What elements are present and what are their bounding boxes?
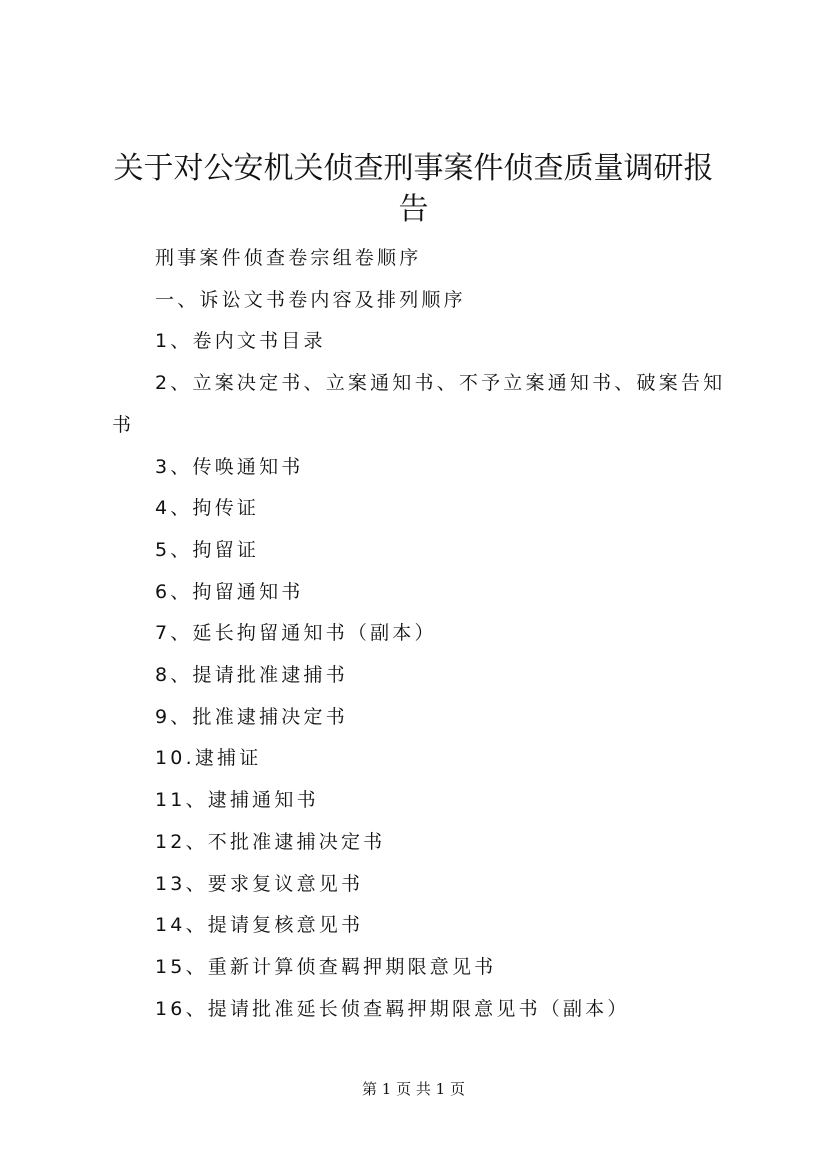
paragraph: 2、立案决定书、立案通知书、不予立案通知书、破案告知书 bbox=[112, 372, 726, 436]
paragraph: 10.逮捕证 bbox=[155, 747, 262, 770]
paragraph: 5、拘留证 bbox=[155, 538, 260, 561]
paragraph: 9、批准逮捕决定书 bbox=[155, 705, 348, 728]
paragraph: 3、传唤通知书 bbox=[155, 455, 304, 478]
paragraph: 11、逮捕通知书 bbox=[155, 789, 319, 812]
paragraph: 16、提请批准延长侦查羁押期限意见书（副本） bbox=[155, 997, 630, 1020]
paragraph: 8、提请批准逮捕书 bbox=[155, 664, 348, 687]
document-title: 关于对公安机关侦查刑事案件侦查质量调研报告 bbox=[113, 151, 714, 227]
paragraph: 13、要求复议意见书 bbox=[155, 872, 364, 895]
paragraph: 7、延长拘留通知书（副本） bbox=[155, 622, 437, 645]
paragraph: 刑事案件侦查卷宗组卷顺序 bbox=[155, 247, 422, 269]
document-body bbox=[112, 238, 728, 1030]
paragraph: 6、拘留通知书 bbox=[155, 580, 304, 603]
paragraph: 一、诉讼文书卷内容及排列顺序 bbox=[155, 288, 466, 311]
paragraph: 1、卷内文书目录 bbox=[155, 330, 326, 353]
paragraph: 15、重新计算侦查羁押期限意见书 bbox=[155, 955, 497, 978]
paragraph: 4、拘传证 bbox=[155, 497, 260, 520]
paragraph: 14、提请复核意见书 bbox=[155, 914, 364, 937]
paragraph: 12、不批准逮捕决定书 bbox=[155, 830, 386, 853]
page-number-footer: 第 1 页 共 1 页 bbox=[362, 1080, 465, 1098]
